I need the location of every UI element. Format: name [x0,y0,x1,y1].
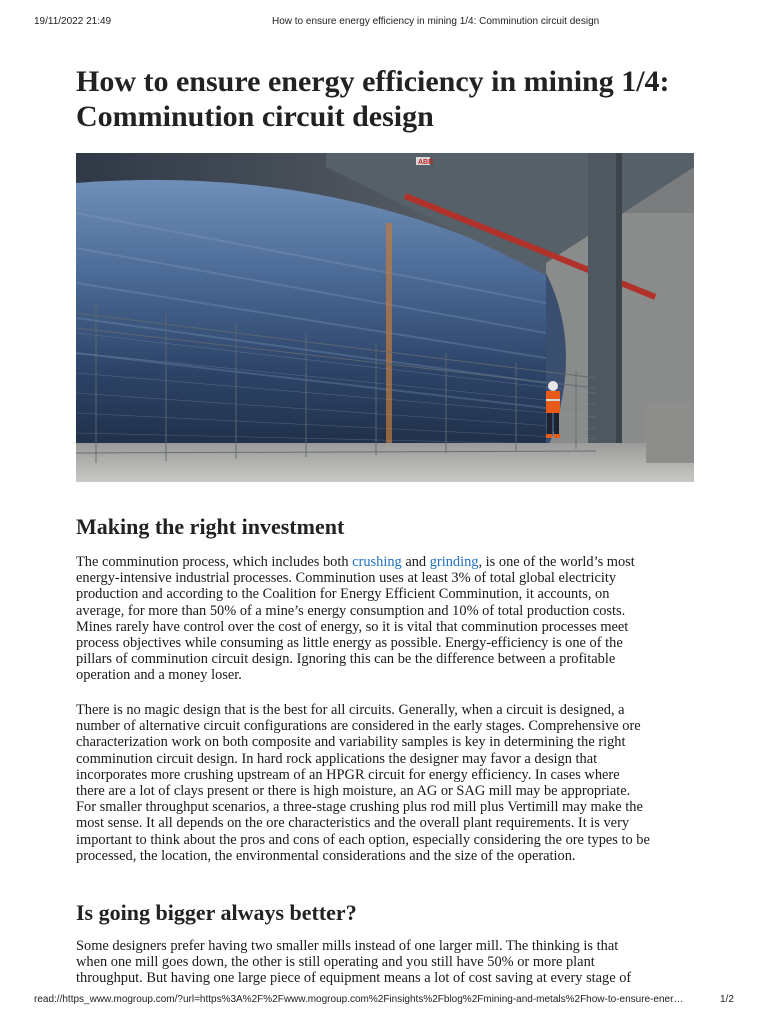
article-title [76,64,706,134]
para1-line-7: pillars of comminution circuit design. Ignoring this can be the difference between a profitable [76,651,616,668]
para2-line-10: processed, the location, the environmental considerations and the size of the operation. [76,847,576,864]
print-date: 19/11/2022 21:49 [34,16,112,27]
para1-text-c: , is one of the world’s most [478,554,635,570]
print-title: How to ensure energy efficiency in mining 1/4: Comminution circuit design [272,16,600,27]
para2-line-4: comminution circuit design. In hard rock applications the designer may favor a design that [76,750,598,767]
hero-image [76,153,694,482]
grinding-link[interactable]: grinding [429,554,479,570]
para3-line-3: throughput. But having one large piece of equipment means a lot of cost saving at every stage of [76,970,632,987]
para1-text-a: The comminution process, which includes both [76,554,353,570]
para1-line-2: energy-intensive industrial processes. Comminution uses at least 3% of total global electricity [76,570,617,587]
para3-line-1: Some designers prefer having two smaller mills instead of one larger mill. The thinking is that [76,938,619,954]
crushing-link[interactable]: crushing [352,554,402,570]
article-title-line-1: How to ensure energy efficiency in mining 1/4: [76,65,670,98]
para3-line-2: when one mill goes down, the other is still operating and you still have 50% or more plant [76,954,595,971]
grinding-mill-photo [76,153,694,482]
paragraph-no-magic-design [76,702,696,864]
article-title-line-2: Comminution circuit design [76,100,434,133]
para2-line-2: number of alternative circuit configurations are considered in the early stages. Comprehensive ore [76,718,641,735]
para2-line-7: For smaller throughput scenarios, a three-stage crushing plus rod mill plus Vertimill may make the [76,799,643,816]
para2-line-5: incorporates more crushing upstream of an HPGR circuit for energy efficiency. In cases where [76,766,620,783]
paragraph-two-mills [76,938,696,987]
para1-line-1 [76,554,696,570]
section-heading-bigger: Is going bigger always better? [76,900,357,925]
para1-line-3: production and according to the Coalition for Energy Efficient Comminution, it accounts, on [76,586,610,603]
para2-line-1: There is no magic design that is the best for all circuits. Generally, when a circuit is designed, a [76,702,625,718]
para1-text-b: and [401,554,430,570]
para1-line-5: Mines rarely have control over the cost of energy, so it is vital that comminution processes meet [76,618,629,635]
section-heading-investment: Making the right investment [76,514,345,539]
page-number: 1/2 [720,994,734,1005]
para1-line-6: process objectives while consuming as little energy as possible. Energy-efficiency is one of the [76,635,623,652]
abb-logo-text: ABB [418,159,434,166]
paragraph-comminution-intro [76,554,696,684]
para2-line-9: important to think about the pros and cons of each option, especially considering the ore types to be [76,831,650,848]
para1-line-4: average, for more than 50% of a mine’s energy consumption and 10% of total production costs. [76,602,626,619]
para2-line-3: characterization work on both composite and variability samples is key in determining the right [76,734,626,751]
para1-line-8: operation and a money loser. [76,667,242,684]
print-url: read://https_www.mogroup.com/?url=https%3A%2F%2Fwww.mogroup.com%2Finsights%2Fblog%2Fmining-and-metals%2Fhow-to-ensure-ener… [34,994,684,1005]
para2-line-8: most sense. It all depends on the ore characteristics and the overall plant requirements. It is very [76,815,630,832]
para2-line-6: there are a lot of clays present or there is high moisture, an AG or SAG mill may be appropriate. [76,783,631,800]
